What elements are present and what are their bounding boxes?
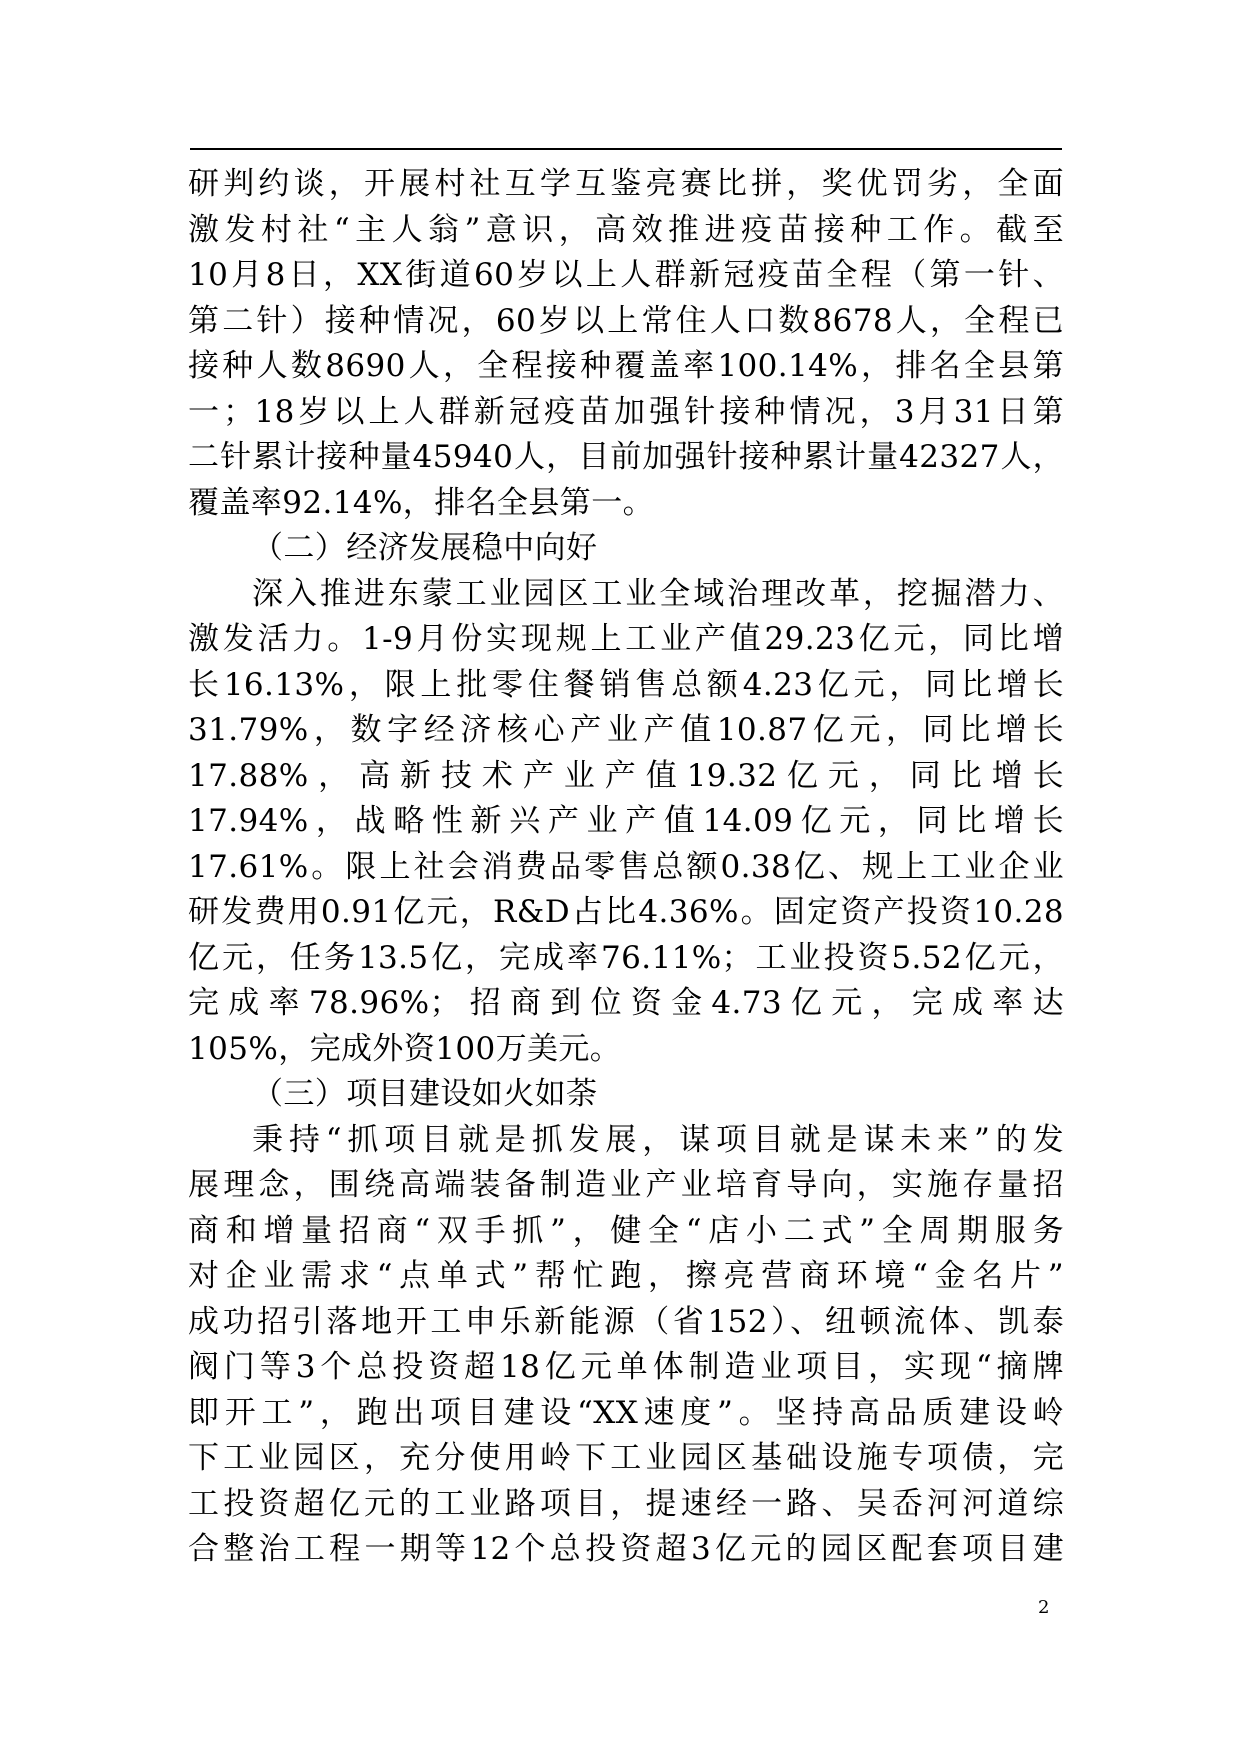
text-line: 第二针）接种情况，60岁以上常住人口数8678人，全程已 bbox=[188, 302, 1064, 339]
text-line: 深入推进东蒙工业园区工业全域治理改革，挖掘潜力、 bbox=[252, 575, 1064, 612]
text-line: 下工业园区，充分使用岭下工业园区基础设施专项债，完 bbox=[188, 1440, 1064, 1476]
section-heading: （二）经济发展稳中向好 bbox=[252, 530, 598, 566]
text-line: 17.88%，高新技术产业产值19.32亿元，同比增长 bbox=[188, 757, 1064, 794]
text-line: 105%，完成外资100万美元。 bbox=[188, 1030, 622, 1067]
header-rule bbox=[190, 148, 1062, 150]
text-line: 二针累计接种量45940人，目前加强针接种累计量42327人， bbox=[188, 439, 1064, 475]
text-line: 成功招引落地开工申乐新能源（省152）、纽顿流体、凯泰 bbox=[188, 1303, 1064, 1340]
text-line: 研判约谈，开展村社互学互鉴亮赛比拼，奖优罚劣，全面 bbox=[188, 166, 1064, 202]
page-number: 2 bbox=[1038, 1597, 1050, 1618]
text-line: 合整治工程一期等12个总投资超3亿元的园区配套项目建 bbox=[188, 1531, 1064, 1567]
text-line: 工投资超亿元的工业路项目，提速经一路、吴岙河河道综 bbox=[188, 1485, 1064, 1522]
text-line: 31.79%，数字经济核心产业产值10.87亿元，同比增长 bbox=[188, 712, 1064, 748]
text-line: 展理念，围绕高端装备制造业产业培育导向，实施存量招 bbox=[188, 1167, 1064, 1203]
text-line: 亿元，任务13.5亿，完成率76.11%；工业投资5.52亿元， bbox=[188, 939, 1064, 976]
text-line: 接种人数8690人，全程接种覆盖率100.14%，排名全县第 bbox=[188, 348, 1064, 384]
text-line: 研发费用0.91亿元，R&D占比4.36%。固定资产投资10.28 bbox=[188, 894, 1064, 930]
text-line: 对企业需求“点单式”帮忙跑，擦亮营商环境“金名片” bbox=[188, 1258, 1064, 1294]
text-line: 完成率78.96%；招商到位资金4.73亿元，完成率达 bbox=[188, 985, 1064, 1021]
section-heading: （三）项目建设如火如荼 bbox=[252, 1076, 598, 1112]
text-line: 即开工”，跑出项目建设“XX速度”。坚持高品质建设岭 bbox=[188, 1394, 1064, 1431]
text-line: 阀门等3个总投资超18亿元单体制造业项目，实现“摘牌 bbox=[188, 1349, 1064, 1385]
text-line: 秉持“抓项目就是抓发展，谋项目就是谋未来”的发 bbox=[252, 1121, 1064, 1158]
text-line: 一；18岁以上人群新冠疫苗加强针接种情况，3月31日第 bbox=[188, 393, 1064, 430]
text-line: 覆盖率92.14%，排名全县第一。 bbox=[188, 484, 655, 521]
text-line: 激发活力。1-9月份实现规上工业产值29.23亿元，同比增 bbox=[188, 621, 1064, 657]
text-line: 10月8日，XX街道60岁以上人群新冠疫苗全程（第一针、 bbox=[188, 257, 1064, 293]
body-text bbox=[188, 162, 1064, 1573]
text-line: 长16.13%，限上批零住餐销售总额4.23亿元，同比增长 bbox=[188, 666, 1064, 703]
text-line: 商和增量招商“双手抓”，健全“店小二式”全周期服务 bbox=[188, 1212, 1064, 1249]
text-line: 17.94%，战略性新兴产业产值14.09亿元，同比增长 bbox=[188, 803, 1064, 839]
text-line: 17.61%。限上社会消费品零售总额0.38亿、规上工业企业 bbox=[188, 848, 1064, 885]
text-line: 激发村社“主人翁”意识，高效推进疫苗接种工作。截至 bbox=[188, 211, 1064, 248]
